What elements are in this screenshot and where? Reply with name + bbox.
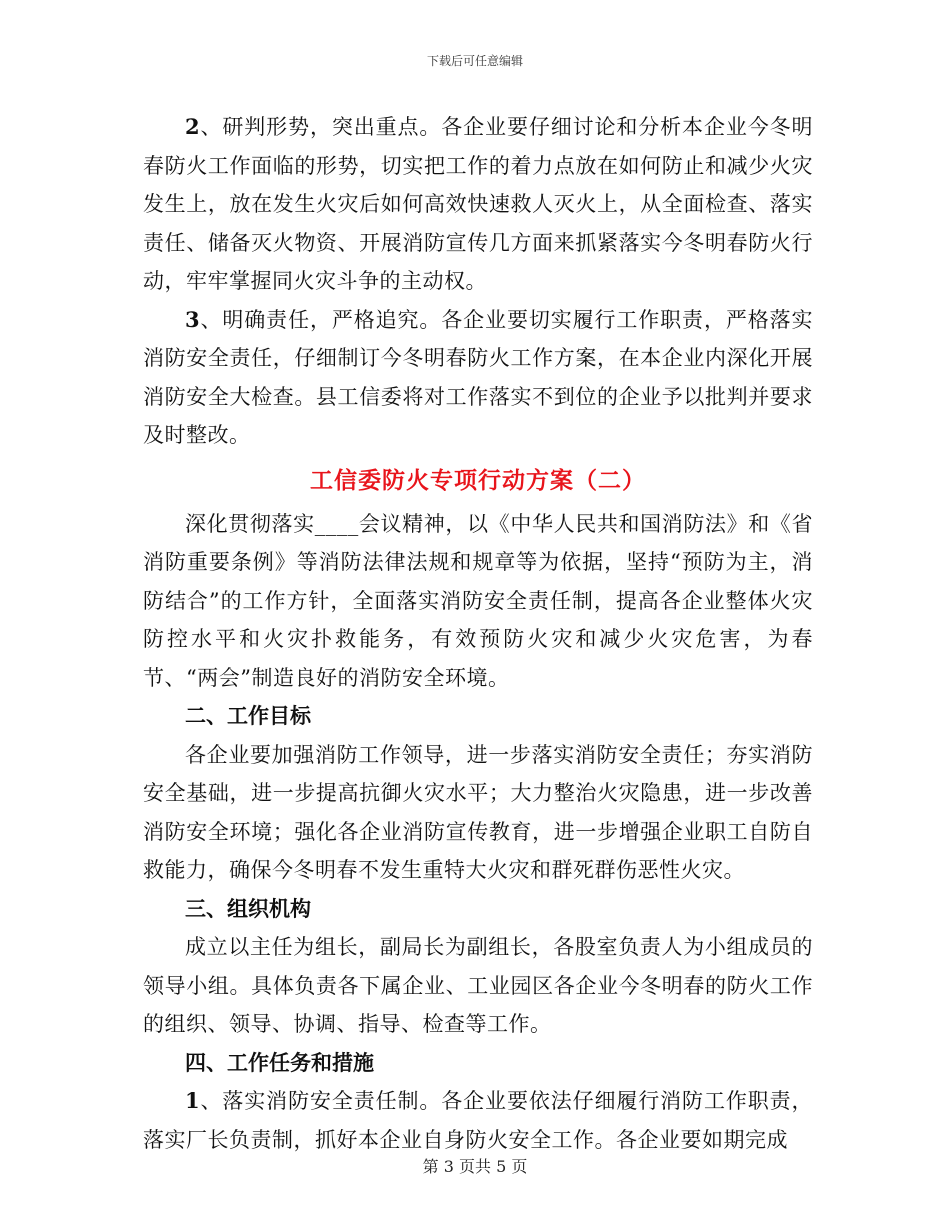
paragraph-text: 、落实消防安全责任制。各企业要依法仔细履行消防工作职责，落实厂长负责制，抓好本企业自身防火安全工作。各企业要如期完成 — [143, 1089, 813, 1152]
heading-tasks-measures: 四、工作任务和措施 — [185, 1049, 374, 1075]
item-number: 3 — [185, 306, 201, 332]
item-number: 2 — [185, 114, 201, 139]
paragraph-intro: 深化贯彻落实____会议精神，以《中华人民共和国消防法》和《省消防重要条例》等消防法律法规和规章等为依据，坚持“预防为主，消防结合”的工作方针，全面落实消防安全责任制，提高各企业整体火灾防控水平和火灾扑救能务，有效预防火灾和减少火灾危害，为春节、“两会”制造良好的消防安全环境。 — [143, 511, 813, 690]
paragraph-work-goals: 各企业要加强消防工作领导，进一步落实消防安全责任；夯实消防安全基础，进一步提高抗御火灾水平；大力整治火灾隐患，进一步改善消防安全环境；强化各企业消防宣传教育，进一步增强企业职工自防自救能力，确保今冬明春不发生重特大火灾和群死群伤恶性火灾。 — [143, 742, 813, 882]
item-number: 1 — [185, 1088, 201, 1113]
heading-work-goals: 二、工作目标 — [185, 703, 311, 728]
paragraph-analyze-situation — [143, 108, 813, 301]
paragraph-organization: 成立以主任为组长，副局长为副组长，各股室负责人为小组成员的领导小组。具体负责各下属企业、工业园区各企业今冬明春的防火工作的组织、领导、协调、指导、检查等工作。 — [143, 935, 813, 1036]
paragraph-text: 、明确责任，严格追究。各企业要切实履行工作职责，严格落实消防安全责任，仔细制订今冬明春防火工作方案，在本企业内深化开展消防安全大检查。县工信委将对工作落实不到位的企业予以批判并要求及时整改。 — [143, 307, 813, 447]
section-title: 工信委防火专项行动方案（二） — [310, 466, 646, 494]
heading-organization: 三、组织机构 — [185, 895, 311, 921]
page-header: 下载后可任意编辑 — [426, 54, 523, 68]
paragraph-tasks — [143, 1082, 813, 1159]
document-body — [143, 108, 813, 1159]
paragraph-text: 、研判形势，突出重点。各企业要仔细讨论和分析本企业今冬明春防火工作面临的形势，切实把工作的着力点放在如何防止和减少火灾发生上，放在发生火灾后如何高效快速救人灭火上，从全面检查、落实责任、储备灭火物资、开展消防宣传几方面来抓紧落实今冬明春防火行动，牢牢掌握同火灾斗争的主动权。 — [143, 115, 813, 293]
page-footer: 第 3 页共 5 页 — [422, 1157, 528, 1176]
paragraph-clarify-responsibility — [143, 301, 813, 455]
